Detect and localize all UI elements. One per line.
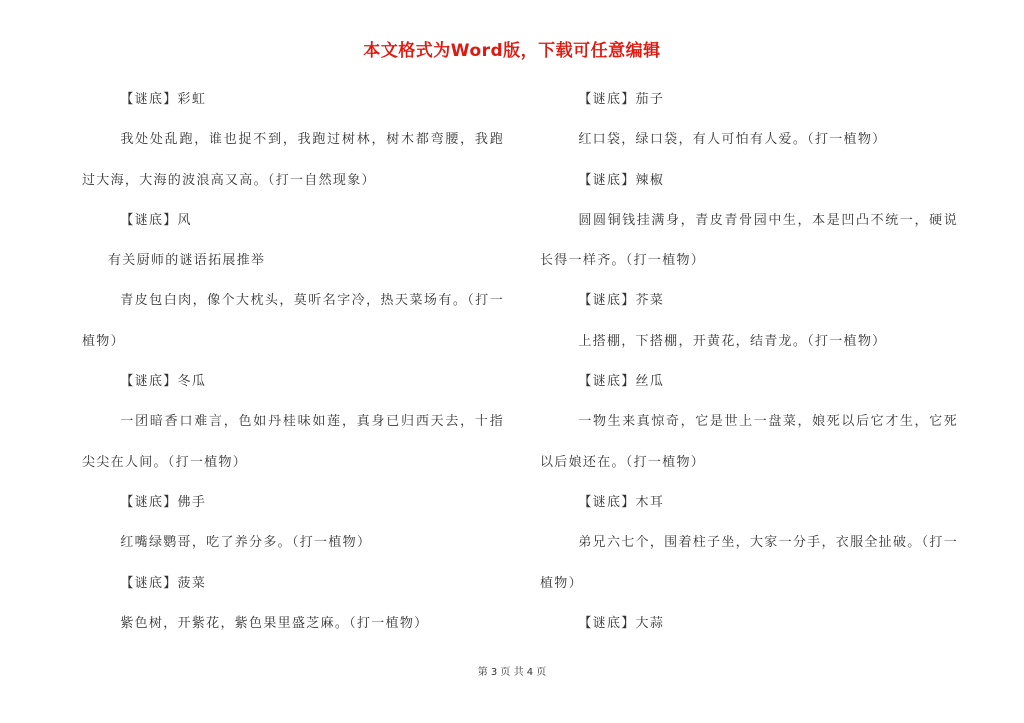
- riddle-answer: 【谜底】风: [120, 212, 192, 228]
- riddle-question: 青皮包白肉，像个大枕头，莫听名字冷，热天菜场有。（打一植物）: [82, 293, 504, 349]
- riddle-answer: 【谜底】丝瓜: [578, 374, 665, 390]
- riddle-question: 上搭棚，下搭棚，开黄花，结青龙。（打一植物）: [578, 333, 887, 349]
- riddle-question: 紫色树，开紫花，紫色果里盛芝麻。（打一植物）: [120, 615, 429, 631]
- riddle-question: 我处处乱跑，谁也捉不到，我跑过树林，树木都弯腰，我跑过大海，大海的波浪高又高。（打一自然现象）: [82, 132, 504, 188]
- riddle-answer: 【谜底】大蒜: [578, 615, 665, 631]
- riddle-answer: 【谜底】木耳: [578, 494, 665, 510]
- riddle-question: 圆圆铜钱挂满身，青皮青骨园中生，本是凹凸不统一，硬说长得一样齐。（打一植物）: [540, 212, 958, 269]
- section-heading: 有关厨师的谜语拓展推举: [108, 253, 266, 269]
- right-text-column: [540, 80, 958, 644]
- riddle-question: 一团暗香口难言，色如丹桂味如莲，真身已归西天去，十指尖尖在人间。（打一植物）: [82, 414, 504, 470]
- riddle-answer: 【谜底】彩虹: [120, 92, 207, 107]
- riddle-answer: 【谜底】茄子: [578, 92, 665, 107]
- riddle-answer: 【谜底】菠菜: [120, 575, 207, 591]
- riddle-question: 弟兄六七个，围着柱子坐，大家一分手，衣服全扯破。（打一植物）: [540, 535, 958, 591]
- riddle-question: 红口袋，绿口袋，有人可怕有人爱。（打一植物）: [578, 132, 887, 148]
- riddle-question: 红嘴绿鹦哥，吃了养分多。（打一植物）: [120, 535, 372, 551]
- page-number-footer: 第 3 页 共 4 页: [477, 667, 547, 678]
- riddle-answer: 【谜底】辣椒: [578, 172, 665, 188]
- riddle-question: 一物生来真惊奇，它是世上一盘菜，娘死以后它才生，它死以后娘还在。（打一植物）: [540, 414, 958, 470]
- riddle-answer: 【谜底】冬瓜: [120, 374, 207, 390]
- left-text-column: [82, 80, 504, 644]
- riddle-answer: 【谜底】芥菜: [578, 293, 665, 309]
- riddle-answer: 【谜底】佛手: [120, 494, 207, 510]
- document-header-title: 本文格式为Word版，下载可任意编辑: [363, 41, 661, 61]
